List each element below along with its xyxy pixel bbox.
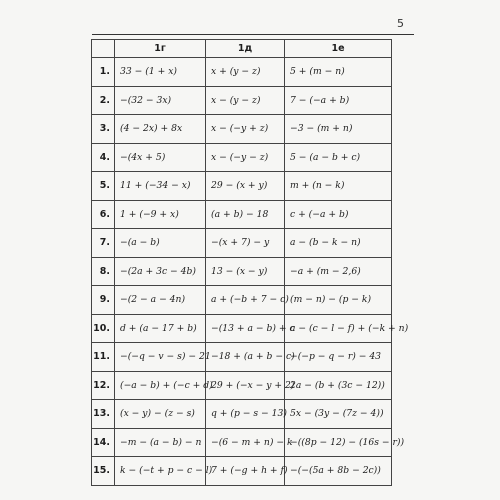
expression-1e: −((8p − 12) − (16s − r)) (285, 428, 392, 457)
expression-1d: x − (y − z) (206, 86, 285, 115)
table-row (92, 371, 392, 400)
expression-1g: −(2a + 3c − 4b) (115, 257, 206, 286)
table-header-row (92, 40, 392, 58)
expression-1d: −(6 − m + n) − k (206, 428, 285, 457)
expression-1d: −18 + (a + b − c) (206, 343, 285, 372)
expression-1d: −(x + 7) − y (206, 229, 285, 258)
table-row (92, 257, 392, 286)
expression-1g: d + (a − 17 + b) (115, 314, 206, 343)
expression-1g: (−a − b) + (−c + d) (115, 371, 206, 400)
exercise-number: 12. (92, 371, 115, 400)
exercise-table (91, 39, 409, 486)
expression-1g: (x − y) − (z − s) (115, 400, 206, 429)
exercise-number: 1. (92, 58, 115, 87)
expression-1d: x − (−y + z) (206, 115, 285, 144)
exercise-number: 9. (92, 286, 115, 315)
expression-1g: −m − (a − b) − n (115, 428, 206, 457)
exercise-number: 4. (92, 143, 115, 172)
expression-1e: (m − n) − (p − k) (285, 286, 392, 315)
table-row (92, 457, 392, 486)
table-row (92, 229, 392, 258)
expression-1g: −(a − b) (115, 229, 206, 258)
expression-1e: 2a − (b + (3c − 12)) (285, 371, 392, 400)
expression-1g: 11 + (−34 − x) (115, 172, 206, 201)
column-header-1e: 1е (285, 40, 392, 58)
expression-1e: m + (n − k) (285, 172, 392, 201)
expression-1d: 7 + (−g + h + f) (206, 457, 285, 486)
exercise-number: 2. (92, 86, 115, 115)
page-number: 5 (397, 17, 404, 30)
expression-1g: 1 + (−9 + x) (115, 200, 206, 229)
expression-1g: −(2 − a − 4n) (115, 286, 206, 315)
exercise-number: 5. (92, 172, 115, 201)
exercise-number: 6. (92, 200, 115, 229)
expression-1d: −(13 + a − b) + c (206, 314, 285, 343)
exercise-number: 8. (92, 257, 115, 286)
exercise-number: 10. (92, 314, 115, 343)
expression-1d: x − (−y − z) (206, 143, 285, 172)
exercise-number: 15. (92, 457, 115, 486)
expression-1g: 33 − (1 + x) (115, 58, 206, 87)
exercise-number: 14. (92, 428, 115, 457)
expression-1e: −(−p − q − r) − 43 (285, 343, 392, 372)
expression-1d: x + (y − z) (206, 58, 285, 87)
table-row (92, 343, 392, 372)
expression-1d: a + (−b + 7 − c) (206, 286, 285, 315)
expression-1e: −3 − (m + n) (285, 115, 392, 144)
exercise-number: 3. (92, 115, 115, 144)
exercise-number: 11. (92, 343, 115, 372)
expression-1g: −(−q − v − s) − 21 (115, 343, 206, 372)
expression-1d: 13 − (x − y) (206, 257, 285, 286)
table-row (92, 314, 392, 343)
table-row (92, 286, 392, 315)
table-row (92, 86, 392, 115)
exercise-number: 7. (92, 229, 115, 258)
table-row (92, 143, 392, 172)
expression-1d: q + (p − s − 13) (206, 400, 285, 429)
expression-1e: a − (c − l − f) + (−k + n) (285, 314, 392, 343)
expression-1e: 7 − (−a + b) (285, 86, 392, 115)
table-row (92, 172, 392, 201)
column-header-number (92, 40, 115, 58)
expression-1e: 5 + (m − n) (285, 58, 392, 87)
expression-1g: −(32 − 3x) (115, 86, 206, 115)
table-row (92, 428, 392, 457)
table-row (92, 200, 392, 229)
column-header-1d: 1д (206, 40, 285, 58)
table-row (92, 115, 392, 144)
column-header-1g: 1г (115, 40, 206, 58)
expression-1d: (a + b) − 18 (206, 200, 285, 229)
expression-1e: c + (−a + b) (285, 200, 392, 229)
expression-1d: 29 − (x + y) (206, 172, 285, 201)
expression-1e: 5x − (3y − (7z − 4)) (285, 400, 392, 429)
expression-1e: 5 − (a − b + c) (285, 143, 392, 172)
expression-1d: 29 + (−x − y + 2) (206, 371, 285, 400)
expression-1g: −(4x + 5) (115, 143, 206, 172)
table-row (92, 400, 392, 429)
expression-1e: −(−(5a + 8b − 2c)) (285, 457, 392, 486)
table-row (92, 58, 392, 87)
exercise-number: 13. (92, 400, 115, 429)
expression-1g: (4 − 2x) + 8x (115, 115, 206, 144)
expression-1e: a − (b − k − n) (285, 229, 392, 258)
header-rule (92, 34, 414, 35)
expression-1g: k − (−t + p − c − l) (115, 457, 206, 486)
expression-1e: −a + (m − 2,6) (285, 257, 392, 286)
